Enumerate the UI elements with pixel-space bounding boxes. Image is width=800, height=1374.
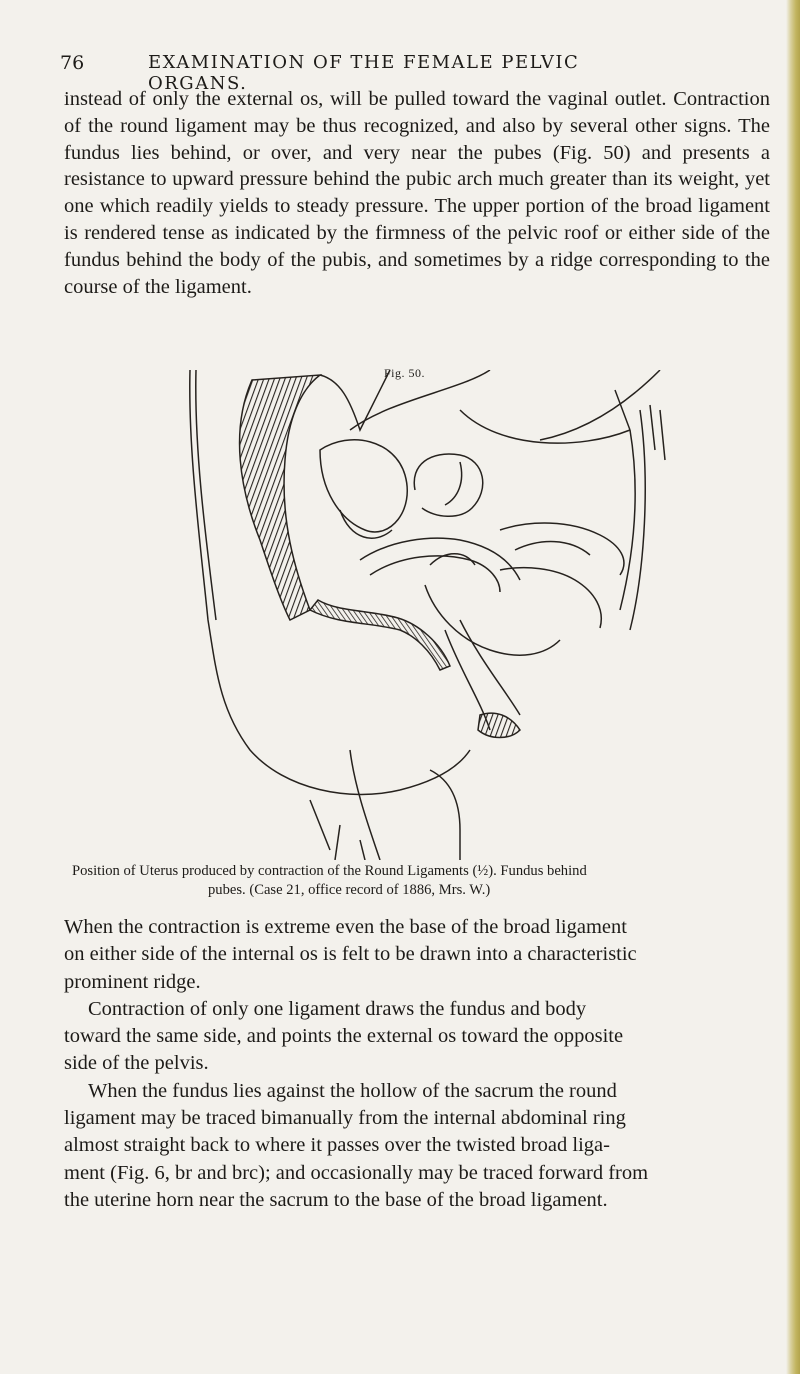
page-header xyxy=(60,52,660,94)
pelvic-section-illustration xyxy=(160,370,680,860)
text-line: side of the pelvis. xyxy=(64,1052,209,1075)
body-paragraph-2 xyxy=(64,914,770,1214)
text-line: prominent ridge. xyxy=(64,970,201,993)
text-line: almost straight back to where it passes over the twisted broad liga- xyxy=(64,1134,610,1157)
page-number: 76 xyxy=(60,52,85,74)
caption-line-2: pubes. (Case 21, office record of 1886, Mrs. W.) xyxy=(208,882,491,898)
caption-line-1: Position of Uterus produced by contraction of the Round Ligaments (½). Fundus behind xyxy=(72,863,587,879)
text-line: When the contraction is extreme even the base of the broad ligament xyxy=(64,916,627,938)
body-paragraph-1: instead of only the external os, will be pulled toward the vaginal outlet. Contraction of the round ligament may be thus recognized, and also by several other signs. The fundus lies behind, or over, and very near the pubes (Fig. 50) and presents a resistance to upward pressure behind the pubic arch much greater than its weight, yet one which readily yields to steady pressure. The upper portion of the broad ligament is rendered tense as indicated by the firmness of the pelvic roof or either side of the fundus behind the body of the pubis, and sometimes by a ridge corresponding to the course of the ligament. xyxy=(64,88,770,298)
text-line: the uterine horn near the sacrum to the base of the broad ligament. xyxy=(64,1188,608,1211)
page-edge xyxy=(786,0,800,1374)
text-line: ment (Fig. 6, br and brc); and occasionally may be traced forward from xyxy=(64,1161,649,1184)
text-line: ligament may be traced bimanually from the internal abdominal ring xyxy=(64,1107,626,1130)
text-line: Contraction of only one ligament draws the fundus and body xyxy=(88,997,587,1020)
running-head: EXAMINATION OF THE FEMALE PELVIC ORGANS. xyxy=(148,52,580,94)
text-line: toward the same side, and points the external os toward the opposite xyxy=(64,1025,624,1048)
text-line: When the fundus lies against the hollow of the sacrum the round xyxy=(88,1079,617,1102)
figure-label: Fig. 50. xyxy=(384,366,426,380)
figure-caption xyxy=(72,862,772,900)
text-line: on either side of the internal os is felt to be drawn into a characteristic xyxy=(64,943,637,966)
